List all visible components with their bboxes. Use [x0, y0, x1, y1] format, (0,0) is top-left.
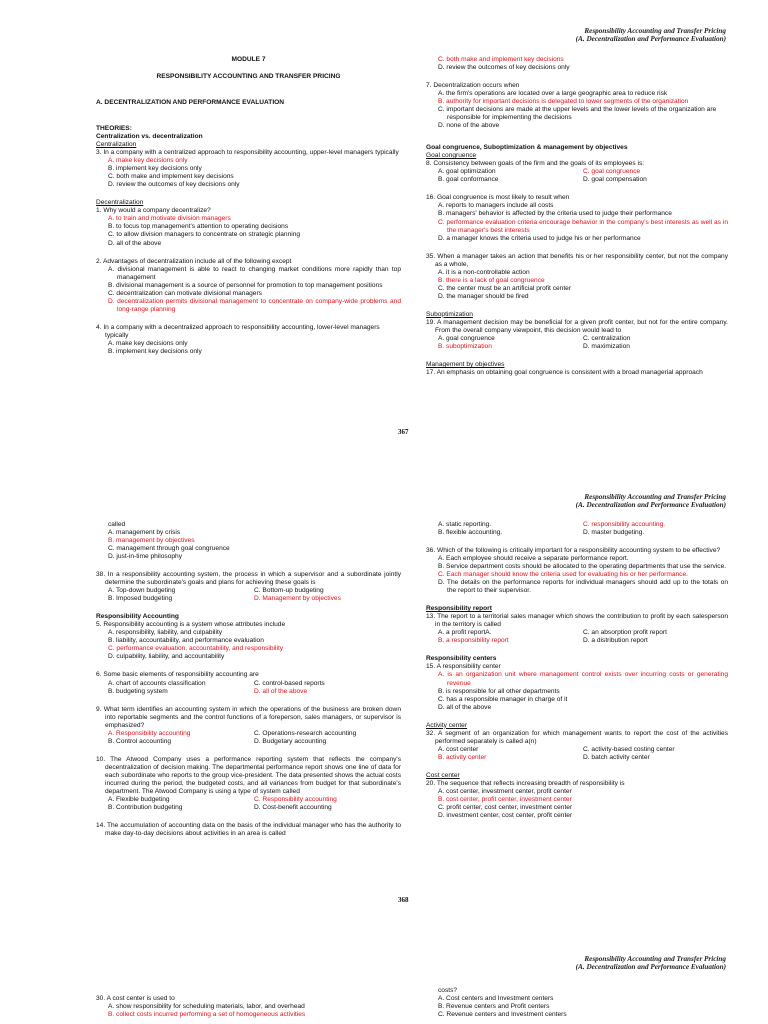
- option-36a: A. Each employee should receive a separate performance report.: [438, 555, 629, 563]
- option-5c: C. performance evaluation, accountability, and responsibility: [108, 645, 284, 653]
- option-19c: C. centralization: [583, 334, 631, 342]
- question-16: 16. Goal congruence is most likely to result when: [426, 194, 570, 202]
- option-17d: D. just-in-time philosophy: [108, 553, 183, 561]
- option-10b: B. Contribution budgeting: [108, 803, 183, 811]
- options-19-row1: [426, 335, 728, 343]
- option-4c: C. both make and implement key decisions: [438, 56, 564, 63]
- right-column: [426, 521, 728, 820]
- chapter-title: RESPONSIBILITY ACCOUNTING AND TRANSFER PRICING: [156, 73, 341, 81]
- topic-activity-center: Activity center: [426, 721, 468, 729]
- topic-centralization: Centralization: [96, 141, 137, 149]
- option-4d: D. review the outcomes of key decisions only: [438, 64, 570, 72]
- option-3d: D. review the outcomes of key decisions only: [108, 181, 240, 189]
- option-9c: C. Operations-research accounting: [254, 729, 357, 737]
- left-column: [96, 521, 401, 838]
- option-5a: A. responsibility, liability, and culpability: [108, 629, 223, 637]
- option-8b: B. goal conformance: [438, 176, 499, 184]
- options-32-row2: [426, 754, 728, 762]
- option-16d: D. a manager knows the criteria used to judge his or her performance: [438, 234, 641, 242]
- option-4b: B. implement key decisions only: [108, 347, 202, 355]
- option-32a: A. cost center: [438, 745, 479, 753]
- option-3c: C. both make and implement key decisions: [108, 173, 234, 181]
- option-1d: D. all of the above: [108, 239, 162, 247]
- question-9: 9. What term identifies an accounting system in which the operations of the business are broken down into reportable segments and the control functions of a foreperson, sales managers, or supervisor is emphasized?: [96, 705, 401, 729]
- option-38d: D. Management by objectives: [254, 595, 341, 603]
- option-19d: D. maximization: [583, 342, 630, 350]
- option-20d: D. investment center, cost center, profit center: [438, 811, 573, 819]
- option-17c: C. management through goal congruence: [108, 545, 230, 553]
- option-38c: C. Bottom-up budgeting: [254, 587, 324, 595]
- option-35b: B. there is a lack of goal congruence: [438, 276, 545, 284]
- goal-heading: Goal congruence, Suboptimization & management by objectives: [426, 144, 628, 152]
- question-3: 3. In a company with a centralized approach to responsibility accounting, upper-level managers typically: [96, 149, 399, 157]
- option-b: B. Revenue centers and Profit centers: [438, 1003, 550, 1011]
- option-20a: A. cost center, investment center, profit center: [438, 787, 572, 795]
- options-10-row1: [96, 796, 401, 804]
- option-1b: B. to focus top management's attention to operating decisions: [108, 223, 289, 231]
- option-38a: A. Top-down budgeting: [108, 587, 176, 595]
- options-14-row1: [426, 521, 728, 529]
- options-9-row1: [96, 730, 401, 738]
- option-5d: D. culpability, liability, and accountability: [108, 653, 225, 661]
- option-19b: B. suboptimization: [438, 342, 492, 350]
- option-2c: C. decentralization can motivate divisional managers: [108, 289, 262, 297]
- options-32-row1: [426, 746, 728, 754]
- option-15a: A. is an organization unit where management control exists over incurring costs or generating revenue: [438, 671, 728, 687]
- question-32: 32. A segment of an organization for which management wants to report the cost of the activities performed separately is called a(n): [426, 729, 728, 745]
- theories-heading: THEORIES:: [96, 125, 132, 133]
- topic-decentralization: Decentralization: [96, 199, 144, 207]
- question-7: 7. Decentralization occurs when: [426, 82, 520, 90]
- left-column: [96, 56, 401, 356]
- topic-mbo: Management by objectives: [426, 360, 505, 368]
- question-38: 38. In a responsibility accounting system, the process in which a supervisor and a subordinate jointly determine the subordinate's goals and plans for achieving these goals is: [96, 571, 401, 587]
- question-10: 10. The Atwood Company uses a performance reporting system that reflects the company's decentralization of decision making. The departmental performance report shows one line of data for each subordinate who reports to the group vice-president. The data presented shows the actual costs incurred during the period, the budgeted costs, and all variances from budget for that subordinate's department. The Atwood Company is using a type of system called: [96, 755, 401, 795]
- option-35a: A. it is a non-controllable action: [438, 268, 530, 276]
- running-header: Responsibility Accounting and Transfer Pricing (A. Decentralization and Performance Evaluation): [575, 493, 726, 510]
- options-6-row1: [96, 680, 401, 688]
- option-6d: D. all of the above: [254, 687, 308, 695]
- question-30: 30. A cost center is used to: [96, 995, 175, 1002]
- options-6-row2: [96, 688, 401, 696]
- option-17b: B. management by objectives: [108, 537, 195, 545]
- option-6c: C. control-based reports: [254, 679, 325, 687]
- option-15c: C. has a responsible manager in charge of it: [438, 695, 568, 703]
- option-16c: C. performance evaluation criteria encourage behavior in the company's best interests as well as in the manager's best interests: [438, 218, 728, 234]
- option-2b: B. divisional management is a source of personnel for promotion to top management positions: [108, 281, 383, 289]
- subheading: Centralization vs. decentralization: [96, 133, 203, 141]
- option-13d: D. a distribution report: [583, 637, 648, 645]
- left-column: [96, 995, 401, 1019]
- option-32b: B. activity center: [438, 753, 487, 761]
- option-36c: C. Each manager should know the criteria used for evaluating his or her performance.: [438, 571, 688, 579]
- option-7d: D. none of the above: [438, 122, 500, 130]
- option-20b: B. cost center, profit center, investment center: [438, 795, 572, 803]
- option-14b: B. flexible accounting.: [438, 529, 503, 537]
- option-1a: A. to train and motivate division managers: [108, 215, 231, 223]
- heading-responsibility-report: Responsibility report: [426, 605, 492, 613]
- option-6b: B. budgeting system: [108, 687, 168, 695]
- question-15: 15. A responsibility center: [426, 663, 501, 671]
- running-header: Responsibility Accounting and Transfer Pricing (A. Decentralization and Performance Evaluation): [575, 27, 726, 44]
- option-32d: D. batch activity center: [583, 753, 650, 761]
- question-36: 36. Which of the following is critically important for a responsibility accounting system to be effective?: [426, 547, 721, 555]
- question-8: 8. Consistency between goals of the firm and the goals of its employees is:: [426, 160, 645, 168]
- heading-responsibility-centers: Responsibility centers: [426, 655, 497, 663]
- section-heading: A. DECENTRALIZATION AND PERFORMANCE EVALUATION: [96, 99, 285, 107]
- question-35: 35. When a manager takes an action that benefits his or her responsibility center, but not the company as a whole,: [426, 252, 728, 268]
- question-14: 14. The accumulation of accounting data on the basis of the individual manager who has the authority to make day-to-day decisions about activities in an area is called: [96, 821, 401, 837]
- heading-responsibility-accounting: Responsibility Accounting: [96, 613, 179, 621]
- option-6a: A. chart of accounts classification: [108, 679, 206, 687]
- question-4: 4. In a company with a decentralized approach to responsibility accounting, lower-level managers typically: [96, 323, 380, 339]
- option-30a: A. show responsibility for scheduling materials, labor, and overhead: [108, 1003, 305, 1011]
- option-14d: D. master budgeting.: [583, 529, 645, 537]
- option-4a: A. make key decisions only: [108, 339, 188, 347]
- option-8c: C. goal congruence: [583, 168, 641, 176]
- options-13-row1: [426, 629, 728, 637]
- option-20c: C. profit center, cost center, investment center: [438, 803, 573, 811]
- option-9b: B. Control accounting: [108, 737, 172, 745]
- option-19a: A. goal congruence: [438, 334, 495, 342]
- page-number: 367: [398, 428, 409, 436]
- options-38-row2: [96, 595, 401, 603]
- options-13-row2: [426, 637, 728, 645]
- question-5: 5. Responsibility accounting is a system whose attributes include: [96, 621, 286, 629]
- options-38-row1: [96, 587, 401, 595]
- option-1c: C. to allow division managers to concentrate on strategic planning: [108, 231, 301, 239]
- option-9d: D. Budgetary accounting: [254, 737, 327, 745]
- page-367: [0, 0, 768, 440]
- option-3b: B. implement key decisions only: [108, 165, 202, 173]
- running-header: Responsibility Accounting and Transfer Pricing (A. Decentralization and Performance Evaluation): [575, 955, 726, 972]
- right-column: [426, 987, 728, 1019]
- options-14-row2: [426, 529, 728, 537]
- page-number: 368: [398, 896, 409, 904]
- option-7c: C. important decisions are made at the upper levels and the lower levels of the organization are responsible for implementing the decisions: [438, 106, 717, 122]
- page-368: [0, 490, 768, 910]
- question-2: 2. Advantages of decentralization include all of the following except: [96, 257, 292, 265]
- option-17a: A. management by crisis: [108, 529, 181, 537]
- option-a: A. Cost centers and Investment centers: [438, 995, 554, 1003]
- option-15d: D. all of the above: [438, 703, 492, 711]
- topic-cost-center: Cost center: [426, 771, 460, 779]
- option-8a: A. goal optimization: [438, 168, 496, 176]
- option-30b: B. collect costs incurred performing a set of homogeneous activities: [108, 1011, 306, 1019]
- option-10c: C. Responsibility accounting: [254, 795, 337, 803]
- option-36b: B. Service department costs should be allocated to the operating departments that use the service.: [438, 563, 727, 571]
- options-8-row2: [426, 176, 728, 184]
- option-5b: B. liability, accountability, and performance evaluation: [108, 637, 264, 645]
- option-8d: D. goal compensation: [583, 176, 647, 184]
- option-16b: B. managers' behavior is affected by the criteria used to judge their performance: [438, 210, 672, 218]
- option-35c: C. the center must be an artificial profit center: [438, 284, 572, 292]
- option-10a: A. Flexible budgeting: [108, 795, 170, 803]
- right-column: [426, 56, 728, 377]
- question-19: 19. A management decision may be beneficial for a given profit center, but not for the entire company. From the overall company viewpoint, this decision would lead to: [426, 318, 728, 334]
- option-c: C. Revenue centers and Investment centers: [438, 1011, 567, 1019]
- option-13a: A. a profit reportA.: [438, 629, 492, 637]
- options-8-row1: [426, 168, 728, 176]
- page-369: [0, 952, 768, 1024]
- topic-suboptimization: Suboptimization: [426, 310, 473, 318]
- option-7a: A. the firm's operations are located over a large geographic area to reduce risk: [438, 90, 668, 98]
- option-7b: B. authority for important decisions is delegated to lower segments of the organization: [438, 98, 689, 106]
- called-text: called: [108, 521, 126, 528]
- option-35d: D. the manager should be fired: [438, 292, 529, 300]
- option-13c: C. an absorption profit report: [583, 629, 667, 637]
- option-14a: A. static reporting.: [438, 521, 492, 528]
- option-2d: D. decentralization permits divisional management to concentrate on company-wide problems and long-range planning: [108, 297, 401, 313]
- option-15b: B. is responsible for all other departments: [438, 687, 560, 695]
- option-10d: D. Cost-benefit accounting: [254, 803, 332, 811]
- option-3a: A. make key decisions only: [108, 157, 188, 165]
- option-14c: C. responsibility accounting.: [583, 521, 666, 528]
- options-9-row2: [96, 738, 401, 746]
- option-32c: C. activity-based costing center: [583, 745, 675, 753]
- options-19-row2: [426, 343, 728, 351]
- module-title: MODULE 7: [231, 56, 266, 63]
- topic-goal-congruence: Goal congruence: [426, 152, 477, 160]
- question-20: 20. The sequence that reflects increasing breadth of responsibility is: [426, 779, 625, 787]
- option-13b: B. a responsibility report: [438, 637, 509, 645]
- costs-text: costs?: [438, 987, 458, 994]
- option-9a: A. Responsibility accounting: [108, 729, 191, 737]
- option-36d: D. The details on the performance reports for individual managers should add up to the totals on the report to their supervisor.: [438, 579, 728, 595]
- question-6: 6. Some basic elements of responsibility accounting are: [96, 671, 259, 679]
- option-16a: A. reports to managers include all costs: [438, 202, 554, 210]
- option-2a: A. divisional management is able to react to changing market conditions more rapidly than top management: [108, 265, 401, 281]
- question-13: 13. The report to a territorial sales manager which shows the contribution to profit by each salesperson in the territory is called: [426, 613, 728, 629]
- question-17: 17. An emphasis on obtaining goal congruence is consistent with a broad managerial approach: [426, 368, 703, 376]
- option-38b: B. Imposed budgeting: [108, 595, 173, 603]
- options-10-row2: [96, 804, 401, 812]
- question-1: 1. Why would a company decentralize?: [96, 207, 211, 215]
